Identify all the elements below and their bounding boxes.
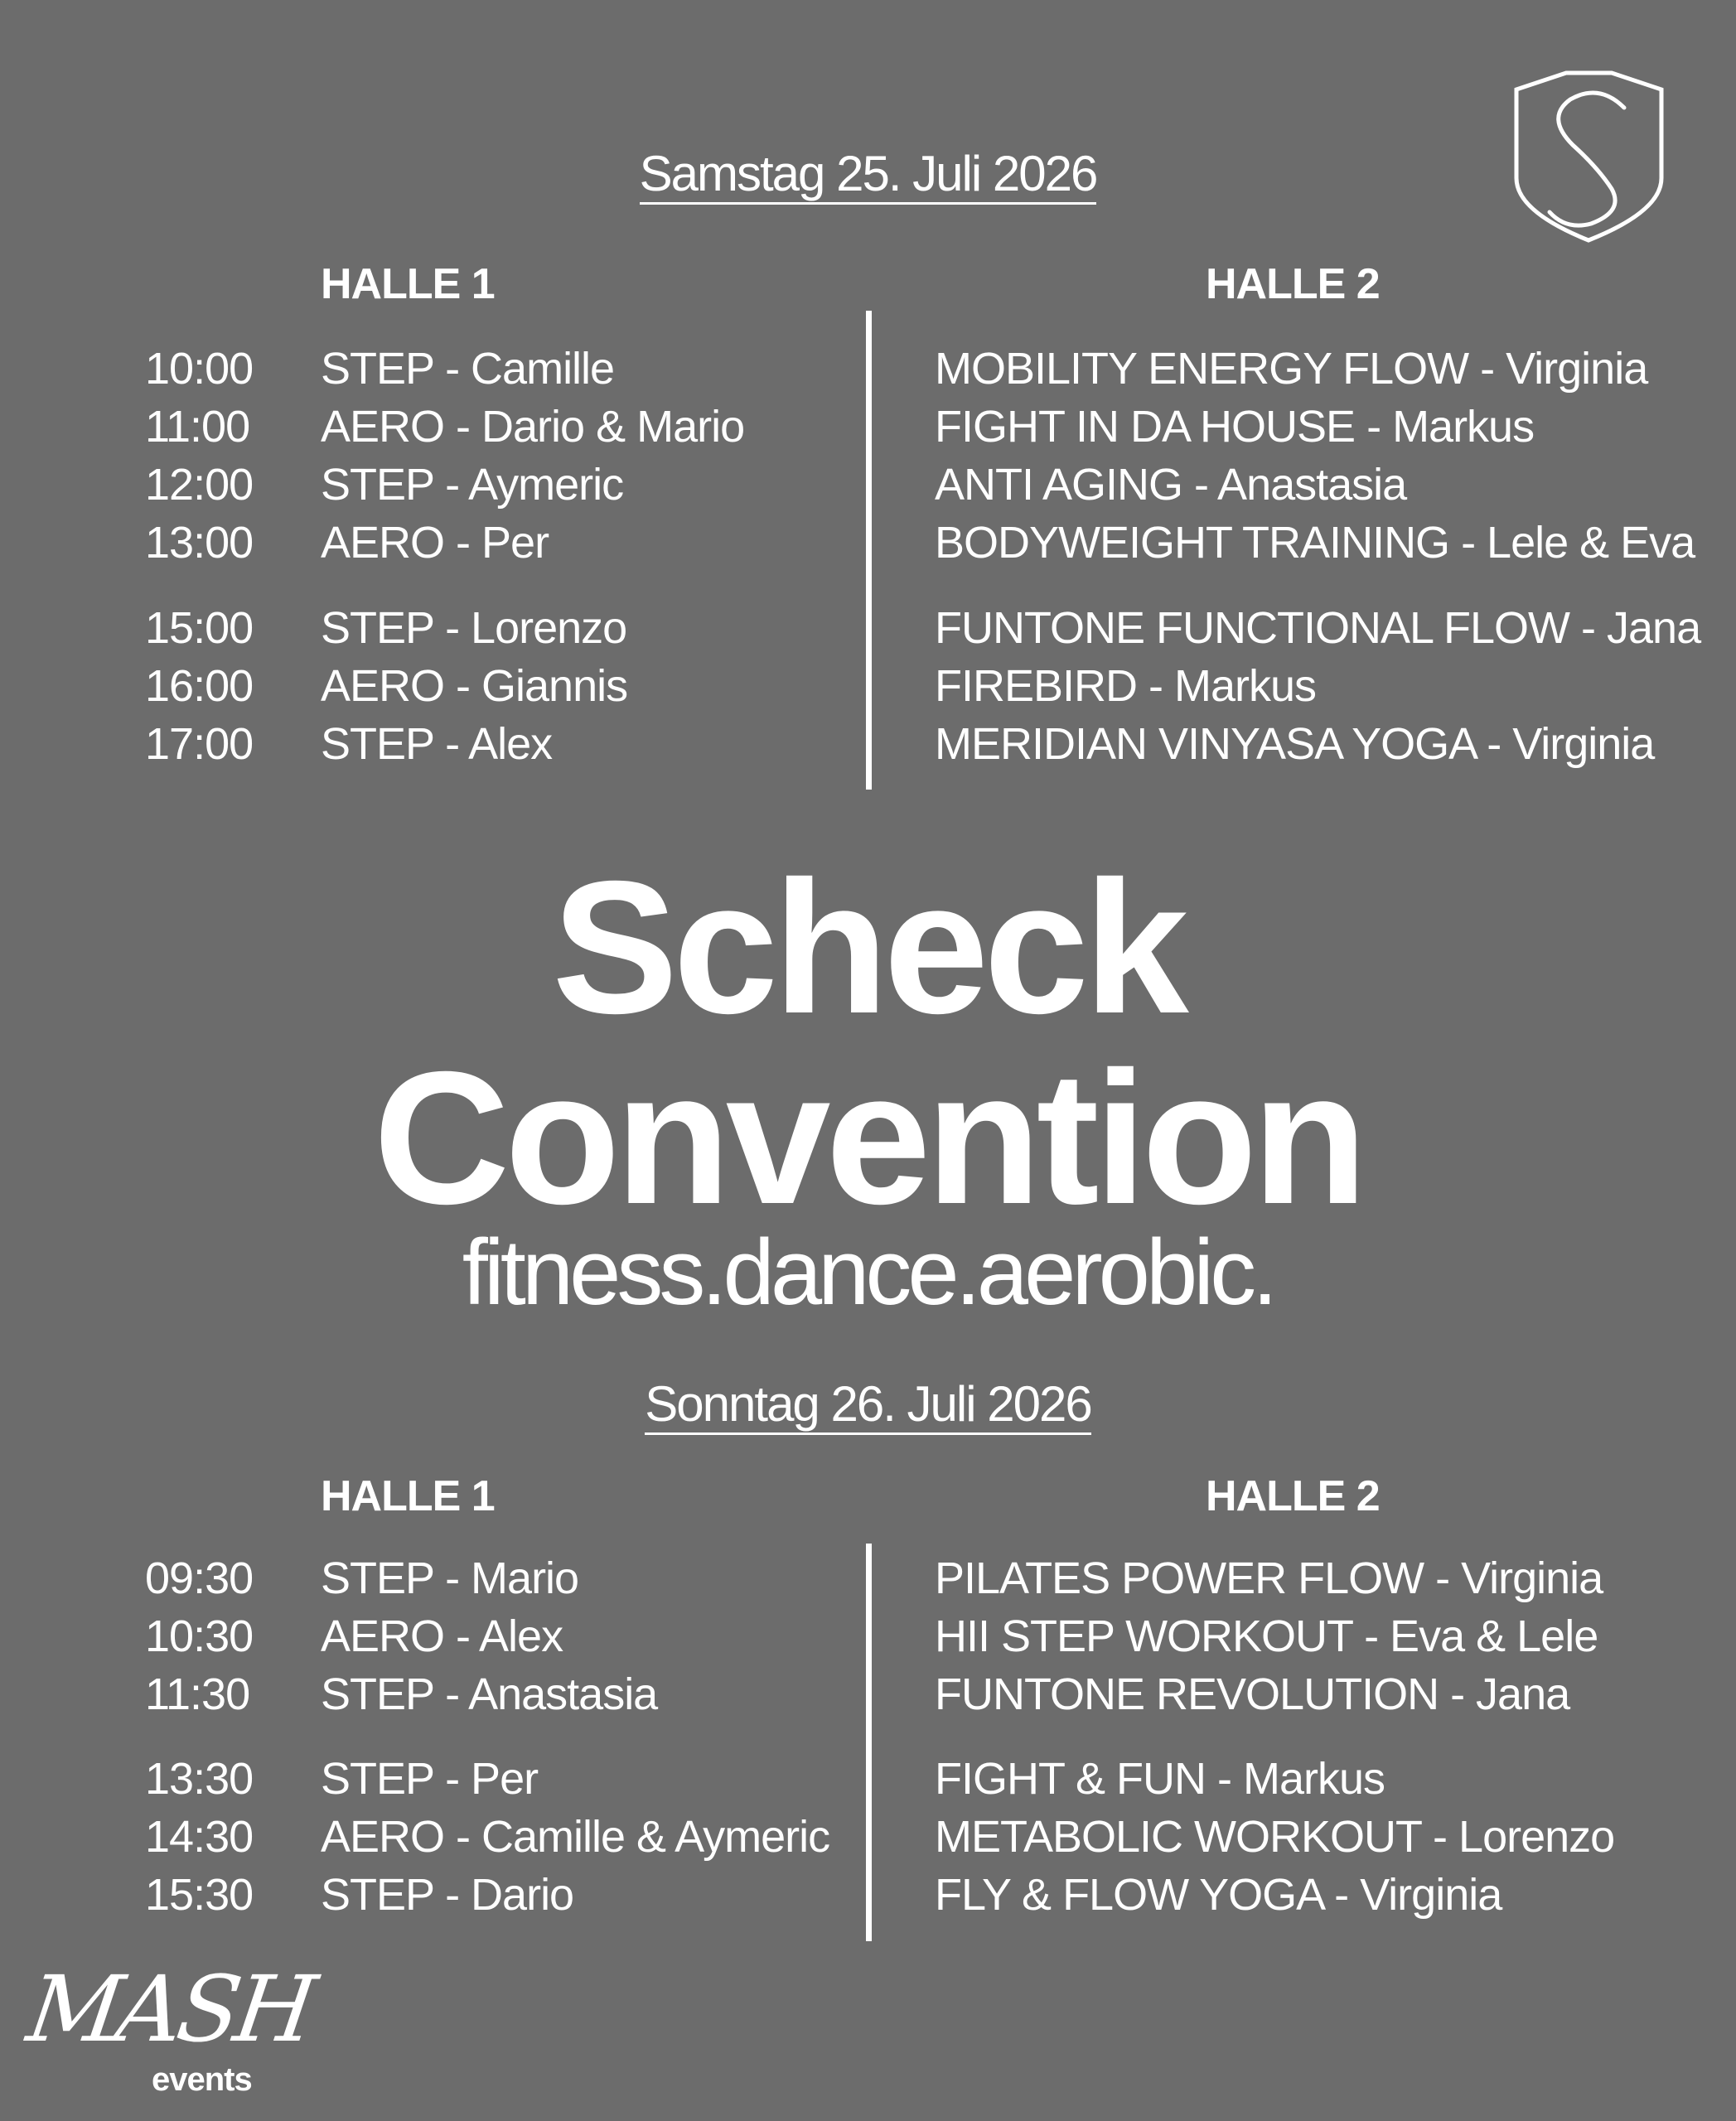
hall2-session: ANTI AGING - Anastasia bbox=[935, 460, 1407, 510]
hall1-session: STEP - Mario bbox=[321, 1553, 579, 1603]
hall1-session: STEP - Aymeric bbox=[321, 460, 624, 510]
event-subtitle: fitness.dance.aerobic. bbox=[462, 1220, 1274, 1324]
hall1-session: STEP - Per bbox=[321, 1754, 539, 1804]
hall1-session: STEP - Dario bbox=[321, 1870, 574, 1920]
time-slot: 09:30 bbox=[145, 1553, 254, 1603]
sunday-date-heading bbox=[0, 1376, 1736, 1435]
hall1-session: STEP - Lorenzo bbox=[321, 603, 627, 653]
schedule-row bbox=[0, 340, 1736, 398]
hall2-session: BODYWEIGHT TRAINING - Lele & Eva bbox=[935, 518, 1695, 568]
hall1-session: STEP - Alex bbox=[321, 719, 553, 769]
schedule-row bbox=[0, 398, 1736, 456]
schedule-row bbox=[0, 657, 1736, 715]
time-slot: 15:00 bbox=[145, 603, 254, 653]
schedule-row bbox=[0, 1665, 1736, 1723]
hall2-session: FIGHT IN DA HOUSE - Markus bbox=[935, 402, 1535, 452]
hall1-session: AERO - Giannis bbox=[321, 661, 628, 711]
hall1-session: AERO - Per bbox=[321, 518, 549, 568]
hall1-session: STEP - Anastasia bbox=[321, 1669, 658, 1719]
mash-script-text: MASH bbox=[22, 1956, 318, 2062]
event-title-line2: Convention bbox=[373, 1033, 1363, 1244]
hall1-session: AERO - Camille & Aymeric bbox=[321, 1812, 830, 1862]
schedule-row bbox=[0, 599, 1736, 657]
hall2-session: HII STEP WORKOUT - Eva & Lele bbox=[935, 1611, 1598, 1661]
schedule-row bbox=[0, 514, 1736, 572]
time-slot: 10:00 bbox=[145, 344, 254, 394]
sunday-hall2-heading: HALLE 2 bbox=[1206, 1472, 1380, 1520]
saturday-date-heading bbox=[0, 146, 1736, 205]
time-slot: 14:30 bbox=[145, 1812, 254, 1862]
schedule-row bbox=[0, 715, 1736, 773]
time-slot: 17:00 bbox=[145, 719, 254, 769]
time-slot: 10:30 bbox=[145, 1611, 254, 1661]
time-slot: 15:30 bbox=[145, 1870, 254, 1920]
hall2-session: MERIDIAN VINYASA YOGA - Virginia bbox=[935, 719, 1655, 769]
schedule-row bbox=[0, 1750, 1736, 1808]
hall2-session: FLY & FLOW YOGA - Virginia bbox=[935, 1870, 1502, 1920]
hall2-session: FUNTONE FUNCTIONAL FLOW - Jana bbox=[935, 603, 1701, 653]
hall2-session: PILATES POWER FLOW - Virginia bbox=[935, 1553, 1603, 1603]
schedule-row bbox=[0, 1549, 1736, 1607]
hall2-session: MOBILITY ENERGY FLOW - Virginia bbox=[935, 344, 1648, 394]
event-title-line1: Scheck bbox=[552, 843, 1184, 1053]
saturday-hall1-heading: HALLE 1 bbox=[321, 260, 495, 308]
hall2-session: METABOLIC WORKOUT - Lorenzo bbox=[935, 1812, 1615, 1862]
saturday-date-text: Samstag 25. Juli 2026 bbox=[640, 149, 1097, 205]
hall1-session: AERO - Alex bbox=[321, 1611, 563, 1661]
schedule-row bbox=[0, 1607, 1736, 1665]
hall1-session: STEP - Camille bbox=[321, 344, 615, 394]
time-slot: 12:00 bbox=[145, 460, 254, 510]
sunday-date-text: Sonntag 26. Juli 2026 bbox=[645, 1379, 1090, 1435]
time-slot: 13:30 bbox=[145, 1754, 254, 1804]
sunday-hall1-heading: HALLE 1 bbox=[321, 1472, 495, 1520]
hall2-session: FUNTONE REVOLUTION - Jana bbox=[935, 1669, 1570, 1719]
events-text: events bbox=[152, 2061, 252, 2098]
time-slot: 11:30 bbox=[145, 1669, 250, 1719]
schedule-row bbox=[0, 456, 1736, 514]
hall2-session: FIGHT & FUN - Markus bbox=[935, 1754, 1385, 1804]
time-slot: 16:00 bbox=[145, 661, 254, 711]
hall1-session: AERO - Dario & Mario bbox=[321, 402, 745, 452]
schedule-row bbox=[0, 1866, 1736, 1924]
saturday-hall2-heading: HALLE 2 bbox=[1206, 260, 1380, 308]
schedule-row bbox=[0, 1808, 1736, 1866]
mash-events-logo bbox=[22, 1956, 318, 2098]
time-slot: 11:00 bbox=[145, 402, 250, 452]
hall2-session: FIREBIRD - Markus bbox=[935, 661, 1317, 711]
time-slot: 13:00 bbox=[145, 518, 254, 568]
